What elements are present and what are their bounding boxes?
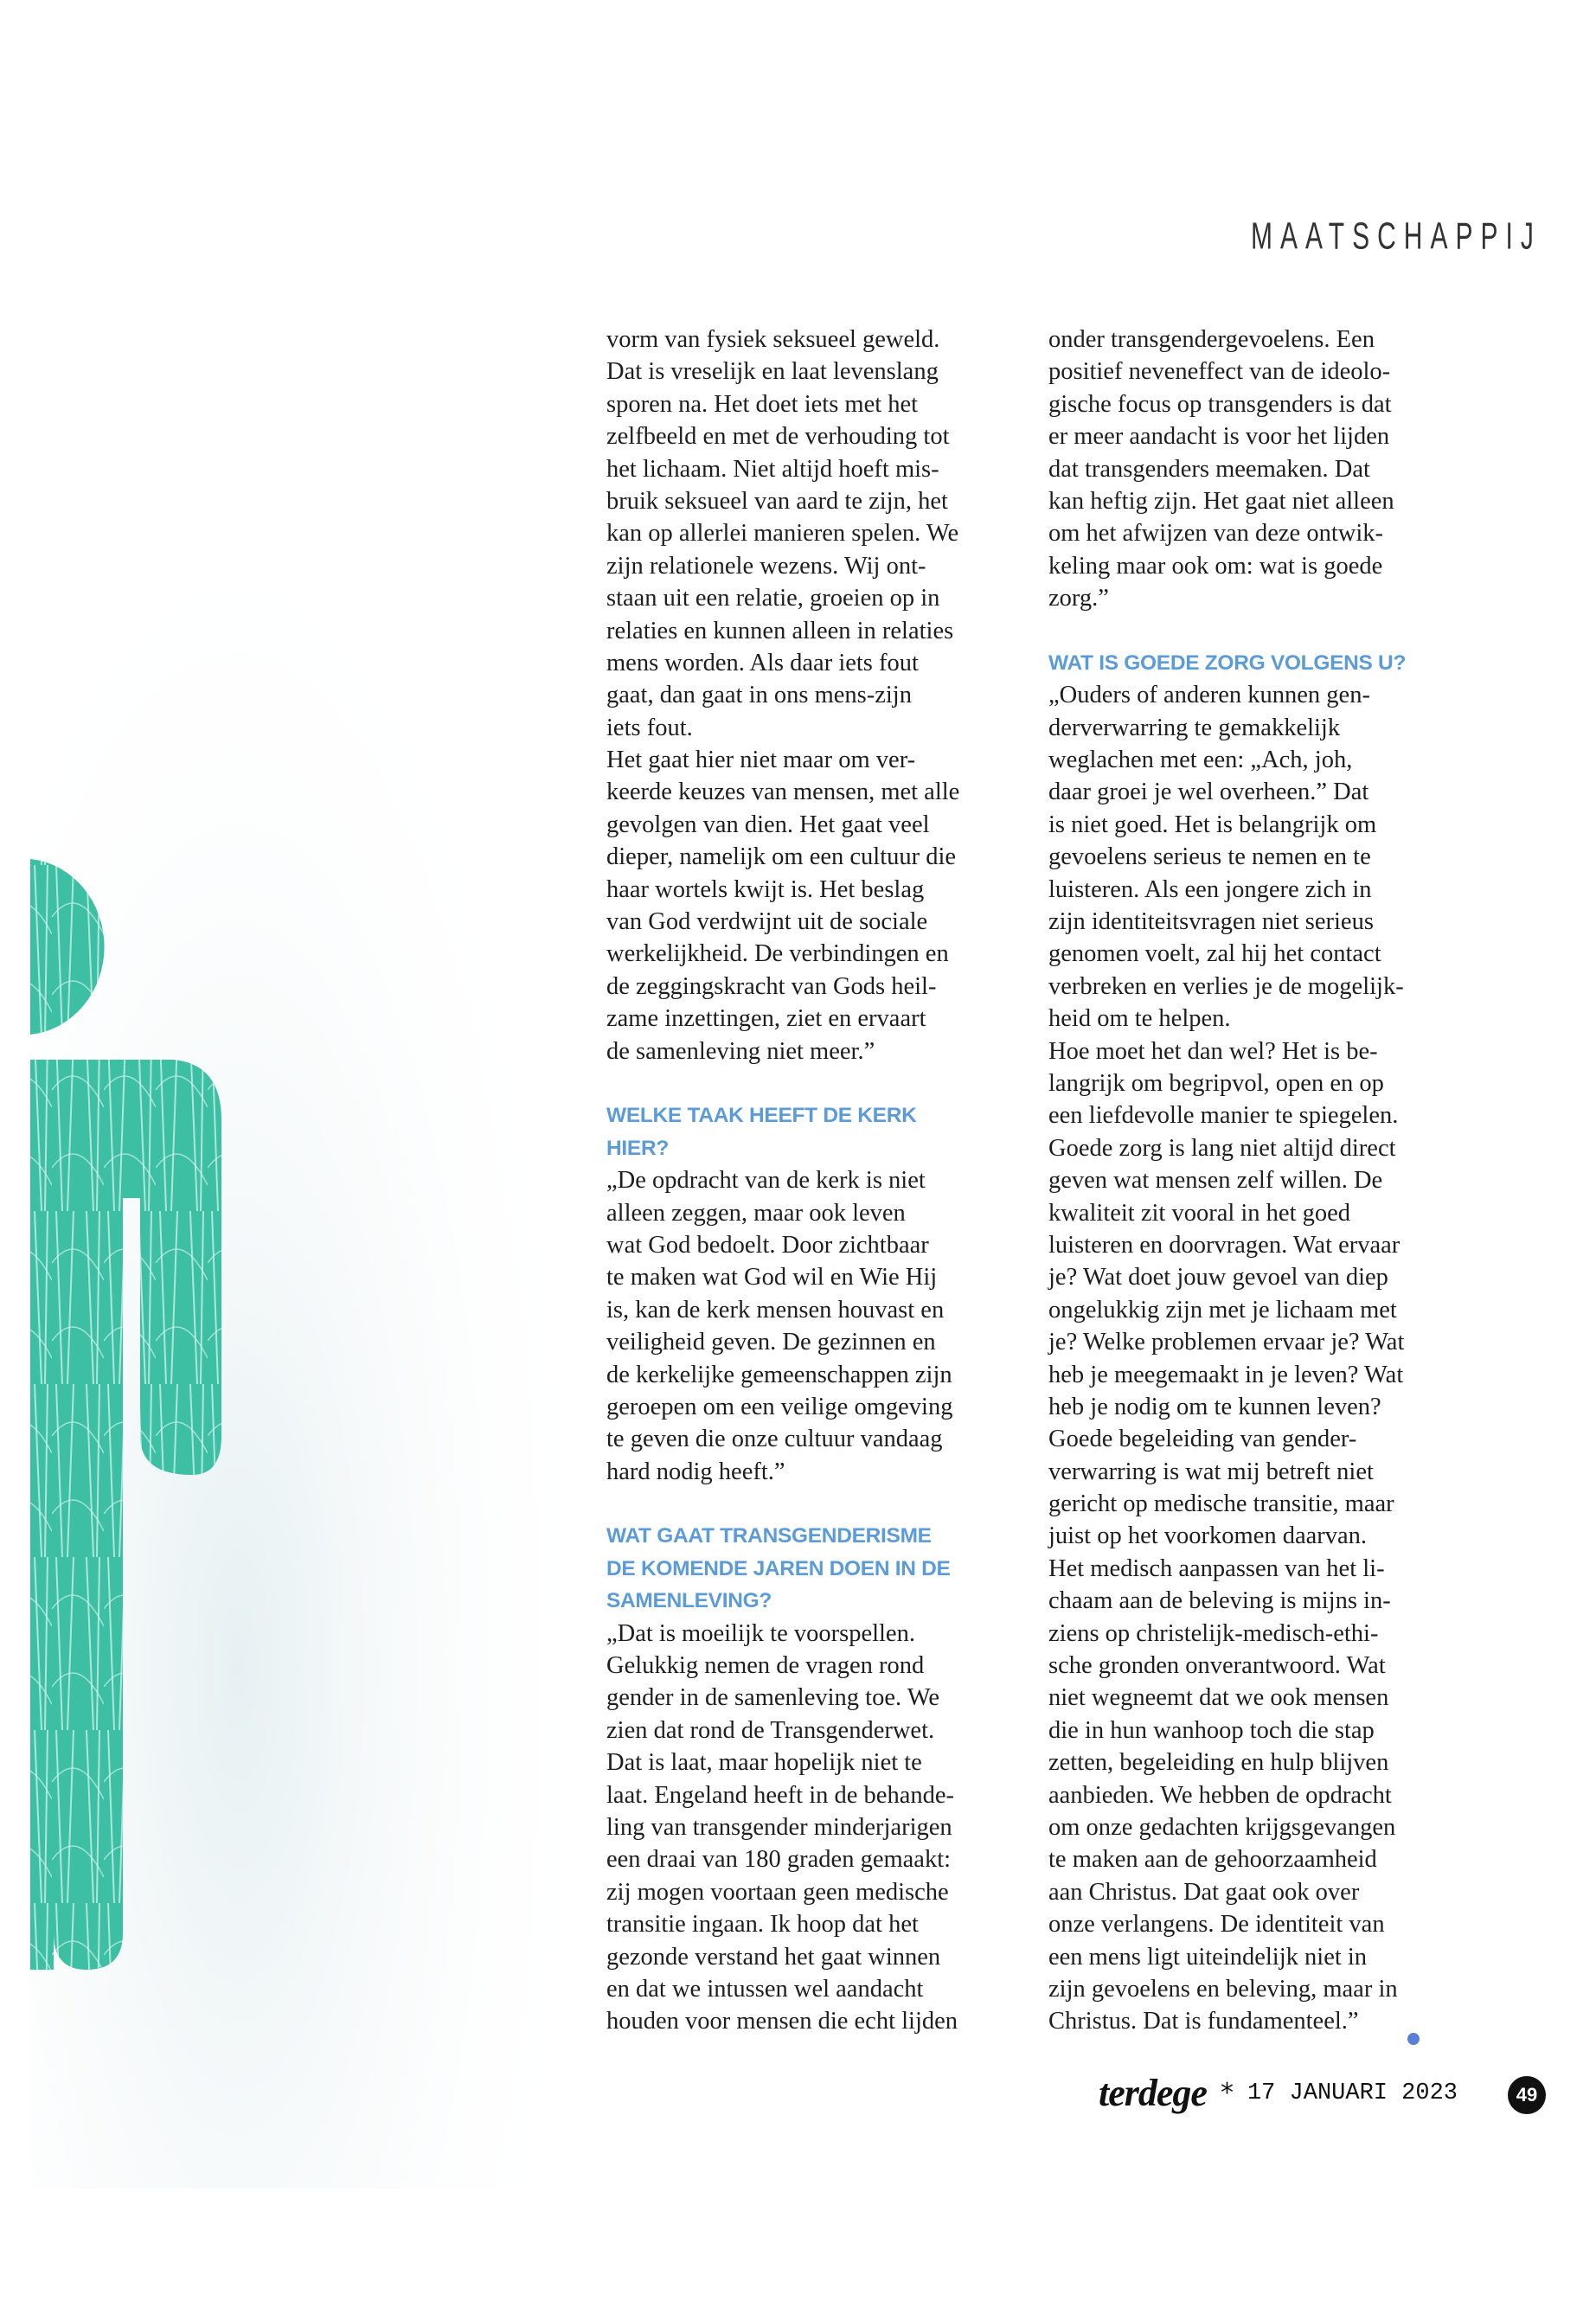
body-text-line: luisteren. Als een jongere zich in xyxy=(1048,875,1372,903)
body-text-line: is niet goed. Het is belangrijk om xyxy=(1048,811,1377,838)
body-text-line: kwaliteit zit vooral in het goed xyxy=(1048,1199,1351,1227)
body-text-line: chaam aan de beleving is mijns in- xyxy=(1048,1587,1391,1615)
body-text-line: sporen na. Het doet iets met het xyxy=(606,390,919,418)
body-text-line: gische focus op transgenders is dat xyxy=(1048,390,1392,418)
body-text-line: aan Christus. Dat gaat ook over xyxy=(1048,1878,1360,1906)
body-text-line: langrijk om begripvol, open en op xyxy=(1048,1069,1384,1097)
body-text-line: gericht op medische transitie, maar xyxy=(1048,1490,1394,1518)
body-text-line: zorg.” xyxy=(1048,585,1109,612)
body-text-line: te maken aan de gehoorzaamheid xyxy=(1048,1846,1377,1874)
section-heading: WAT GAAT TRANSGENDERISME xyxy=(606,1524,932,1548)
section-heading: WAT IS GOEDE ZORG VOLGENS U? xyxy=(1048,651,1407,675)
end-of-article-dot xyxy=(1407,2033,1420,2045)
body-text-line: een mens ligt uiteindelijk niet in xyxy=(1048,1943,1368,1971)
body-text-line: Goede begeleiding van gender- xyxy=(1048,1426,1357,1453)
body-text-line: Dat is laat, maar hopelijk niet te xyxy=(606,1749,922,1777)
body-text-line: weglachen met een: „Ach, joh, xyxy=(1048,747,1353,774)
body-text-line: daar groei je wel overheen.” Dat xyxy=(1048,779,1369,806)
magazine-logo: terdege xyxy=(1099,2072,1207,2114)
body-text-line: houden voor mensen die echt lijden xyxy=(606,2008,958,2035)
body-text-line: zij mogen voortaan geen medische xyxy=(606,1878,949,1906)
body-text-line: om het afwijzen van deze ontwik- xyxy=(1048,520,1383,548)
paragraph-spacer xyxy=(606,1067,1030,1099)
body-text-line: dieper, namelijk om een cultuur die xyxy=(606,843,957,871)
body-text-line: Het gaat hier niet maar om ver- xyxy=(606,747,916,774)
body-text-line: de samenleving niet meer.” xyxy=(606,1037,875,1065)
body-text-line: keling maar ook om: wat is goede xyxy=(1048,552,1383,580)
body-text-line: relaties en kunnen alleen in relaties xyxy=(606,617,954,644)
body-text-line: zame inzettingen, ziet en ervaart xyxy=(606,1005,926,1033)
body-text-line: Hoe moet het dan wel? Het is be- xyxy=(1048,1037,1378,1065)
body-text-line: „Dat is moeilijk te voorspellen. xyxy=(606,1619,915,1647)
body-text-line: werkelijkheid. De verbindingen en xyxy=(606,940,949,968)
body-text-line: een liefdevolle manier te spiegelen. xyxy=(1048,1102,1399,1130)
body-text-line: je? Wat doet jouw gevoel van diep xyxy=(1048,1264,1388,1292)
body-text-line: zijn gevoelens en beleving, maar in xyxy=(1048,1975,1398,2003)
body-text-line: gezonde verstand het gaat winnen xyxy=(606,1943,941,1971)
body-text-line: Het medisch aanpassen van het li- xyxy=(1048,1554,1385,1582)
body-text-line: is, kan de kerk mensen houvast en xyxy=(606,1296,945,1324)
article-column-2 xyxy=(1048,324,1472,2038)
body-text-line: niet wegneemt dat we ook mensen xyxy=(1048,1684,1389,1712)
body-text-line: staan uit een relatie, groeien op in xyxy=(606,585,940,612)
body-text-line: „Ouders of anderen kunnen gen- xyxy=(1048,682,1370,709)
body-text-line: Gelukkig nemen de vragen rond xyxy=(606,1652,925,1680)
body-text-line: zijn identiteitsvragen niet serieus xyxy=(1048,908,1374,936)
body-text-line: gaat, dan gaat in ons mens-zijn xyxy=(606,682,912,709)
body-text-line: genomen voelt, zal hij het contact xyxy=(1048,940,1381,968)
body-text-line: er meer aandacht is voor het lijden xyxy=(1048,423,1390,451)
section-heading: HIER? xyxy=(606,1136,670,1160)
body-text-line: die in hun wanhoop toch die stap xyxy=(1048,1716,1375,1744)
body-text-line: van God verdwijnt uit de sociale xyxy=(606,908,928,936)
body-text-line: sche gronden onverantwoord. Wat xyxy=(1048,1652,1386,1680)
body-text-line: Christus. Dat is fundamenteel.” xyxy=(1048,2008,1359,2035)
body-text-line: luisteren en doorvragen. Wat ervaar xyxy=(1048,1231,1401,1259)
body-text-line: juist op het voorkomen daarvan. xyxy=(1048,1522,1368,1550)
body-text-line: gevolgen van dien. Het gaat veel xyxy=(606,811,930,838)
body-text-line: heid om te helpen. xyxy=(1048,1005,1231,1033)
footer xyxy=(1099,2069,1458,2118)
body-text-line: onze verlangens. De identiteit van xyxy=(1048,1911,1385,1939)
body-text-line: te geven die onze cultuur vandaag xyxy=(606,1426,943,1453)
body-text-line: heb je meegemaakt in je leven? Wat xyxy=(1048,1361,1404,1388)
body-text-line: kan heftig zijn. Het gaat niet alleen xyxy=(1048,487,1394,515)
body-text-line: zien dat rond de Transgenderwet. xyxy=(606,1716,935,1744)
body-text-line: hard nodig heeft.” xyxy=(606,1458,785,1485)
section-heading: WELKE TAAK HEEFT DE KERK xyxy=(606,1104,917,1128)
body-text-line: positief neveneffect van de ideolo- xyxy=(1048,358,1391,386)
body-text-line: alleen zeggen, maar ook leven xyxy=(606,1199,906,1227)
page-number: 49 xyxy=(1508,2076,1546,2114)
body-text-line: verbreken en verlies je de mogelijk- xyxy=(1048,972,1404,1000)
body-text-line: iets fout. xyxy=(606,714,693,741)
body-text-line: het lichaam. Niet altijd hoeft mis- xyxy=(606,455,939,483)
body-text-line: keerde keuzes van mensen, met alle xyxy=(606,779,960,806)
body-text-line: zijn relationele wezens. Wij ont- xyxy=(606,552,926,580)
body-text-line: derverwarring te gemakkelijk xyxy=(1048,714,1341,741)
article-column-1 xyxy=(606,324,1030,2038)
body-text-line: wat God bedoelt. Door zichtbaar xyxy=(606,1231,929,1259)
body-text-line: een draai van 180 graden gemaakt: xyxy=(606,1846,952,1874)
body-text-line: zelfbeeld en met de verhouding tot xyxy=(606,423,950,451)
body-text-line: aanbieden. We hebben de opdracht xyxy=(1048,1781,1392,1809)
body-text-line: transitie ingaan. Ik hoop dat het xyxy=(606,1911,919,1939)
body-text-line: ling van transgender minderjarigen xyxy=(606,1813,952,1841)
body-text-line: heb je nodig om te kunnen leven? xyxy=(1048,1393,1381,1420)
asterisk-icon: * xyxy=(1220,2078,1234,2108)
body-text-line: haar wortels kwijt is. Het beslag xyxy=(606,875,925,903)
body-text-line: gender in de samenleving toe. We xyxy=(606,1684,939,1712)
issue-date: 17 JANUARI 2023 xyxy=(1247,2080,1458,2106)
body-text-line: gevoelens serieus te nemen en te xyxy=(1048,843,1371,871)
body-text-line: onder transgendergevoelens. Een xyxy=(1048,326,1375,353)
body-text-line: ziens op christelijk-medisch-ethi- xyxy=(1048,1619,1379,1647)
body-text-line: Goede zorg is lang niet altijd direct xyxy=(1048,1134,1396,1162)
body-text-line: om onze gedachten krijgsgevangen xyxy=(1048,1813,1396,1841)
section-heading: SAMENLEVING? xyxy=(606,1589,772,1613)
body-text-line: „De opdracht van de kerk is niet xyxy=(606,1167,926,1195)
body-text-line: ongelukkig zijn met je lichaam met xyxy=(1048,1296,1397,1324)
body-text-line: geroepen om een veilige omgeving xyxy=(606,1393,953,1420)
body-text-line: geven wat mensen zelf willen. De xyxy=(1048,1167,1383,1195)
section-heading: DE KOMENDE JAREN DOEN IN DE xyxy=(606,1556,951,1580)
body-text-line: verwarring is wat mij betreft niet xyxy=(1048,1458,1374,1485)
body-text-line: bruik seksueel van aard te zijn, het xyxy=(606,487,948,515)
body-text-line: veiligheid geven. De gezinnen en xyxy=(606,1329,936,1356)
body-text-line: te maken wat God wil en Wie Hij xyxy=(606,1264,938,1292)
paragraph-spacer xyxy=(1048,615,1472,647)
body-text-line: je? Welke problemen ervaar je? Wat xyxy=(1048,1329,1405,1356)
body-text-line: de zeggingskracht van Gods heil- xyxy=(606,972,937,1000)
body-text-line: zetten, begeleiding en hulp blijven xyxy=(1048,1749,1389,1777)
body-text-line: kan op allerlei manieren spelen. We xyxy=(606,520,959,548)
body-text-line: dat transgenders meemaken. Dat xyxy=(1048,455,1370,483)
body-text-line: Dat is vreselijk en laat levenslang xyxy=(606,358,939,386)
body-text-line: en dat we intussen wel aandacht xyxy=(606,1975,924,2003)
body-text-line: vorm van fysiek seksueel geweld. xyxy=(606,326,940,353)
body-text-line: laat. Engeland heeft in de behande- xyxy=(606,1781,954,1809)
paragraph-spacer xyxy=(606,1488,1030,1520)
body-text-line: mens worden. Als daar iets fout xyxy=(606,649,919,676)
body-text-line: de kerkelijke gemeenschappen zijn xyxy=(606,1361,952,1388)
section-label: MAATSCHAPPIJ xyxy=(1251,216,1542,258)
